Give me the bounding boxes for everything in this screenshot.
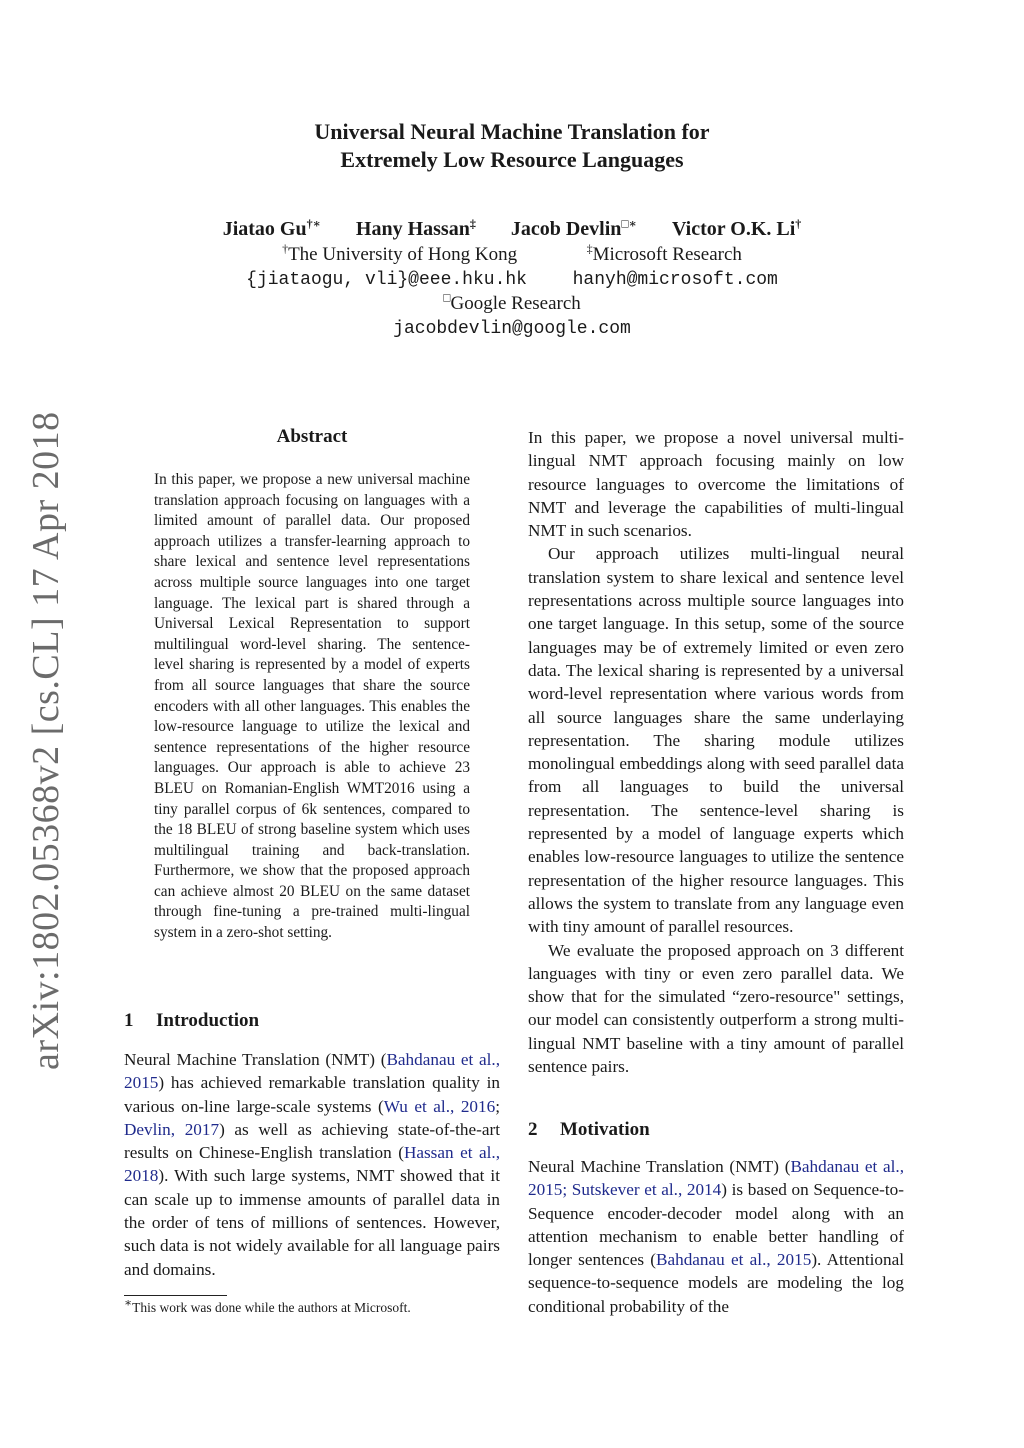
- email-line: [0, 270, 1024, 290]
- paper-title: [0, 118, 1024, 174]
- section-number: 1: [124, 1010, 134, 1031]
- citation-link[interactable]: Bahdanau et al., 2015; Sutskever et al., 2014: [528, 1157, 904, 1200]
- affiliation-line: [0, 241, 1024, 266]
- title-line-2: Extremely Low Resource Languages: [340, 147, 684, 172]
- paragraph: We evaluate the proposed approach on 3 different languages with tiny or even zero parallel data. We show that for the simulated “zero-resource" settings, our model can consistently outperform a strong multi-lingual NMT baseline with a tiny amount of parallel sentence pairs.: [528, 940, 904, 1077]
- arxiv-identifier: arXiv:1802.05368v2 [cs.CL] 17 Apr 2018: [25, 411, 67, 1070]
- email-microsoft: hanyh@microsoft.com: [572, 270, 778, 290]
- author: Hany Hassan‡: [355, 216, 476, 240]
- citation-link[interactable]: Bahdanau et al., 2015: [124, 1050, 500, 1093]
- motivation-paragraph: Neural Machine Translation (NMT) (Bahdanau et al., 2015; Sutskever et al., 2014) is based on Sequence-to-Sequence encoder-decoder model along with an attention mechanism to enable better handling of longer sentences (Bahdanau et al., 2015). Attentional sequence-to-sequence models are modeling the log conditional probability of the: [528, 1157, 904, 1316]
- citation-link[interactable]: Bahdanau et al., 2015: [656, 1250, 812, 1270]
- right-column: [528, 426, 904, 1078]
- affiliation-google: □Google Research: [443, 290, 581, 314]
- section-number: 2: [528, 1119, 538, 1140]
- email-google: jacobdevlin@google.com: [393, 319, 631, 339]
- author: Jiatao Gu†∗: [222, 216, 321, 240]
- paragraph: Our approach utilizes multi-lingual neural translation system to share lexical and sentence level representations across multiple source languages into one target language. In this setup, some of the source languages may be of extremely limited or even zero data. The lexical sharing is represented by a universal word-level representation where various words from all source languages share the same underlaying representation. The sharing module utilizes monolingual embeddings along with seed parallel data from all languages to build the universal representation. The sentence-level sharing is represented by a model of language experts which enables low-resource languages to utilize the sentence representation of the higher resource languages. This allows the system to translate from any language even with tiny amount of parallel resources.: [528, 544, 904, 937]
- citation-link[interactable]: Wu et al., 2016: [383, 1096, 496, 1116]
- author: Victor O.K. Li†: [671, 216, 802, 240]
- paragraph: In this paper, we propose a novel universal multi-lingual NMT approach focusing mainly on low resource languages to overcome the limitations of NMT and leverage the capabilities of multi-lingual NMT in such scenarios.: [528, 428, 904, 541]
- citation-link[interactable]: Hassan et al., 2018: [124, 1143, 500, 1186]
- affiliation-hku: †The University of Hong Kong: [282, 241, 518, 265]
- footnote: ∗This work was done while the authors at Microsoft.: [124, 1295, 411, 1315]
- abstract-text: In this paper, we propose a new universal machine translation approach focusing on languages with a limited amount of parallel data. Our proposed approach utilizes a transfer-learning approach to share lexical and sentence level representations across multiple source languages into one target language. The lexical part is shared through a Universal Lexical Representation to support multilingual word-level sharing. The sentence-level sharing is represented by a model of experts from all source languages that share the source encoders with all other languages. This enables the low-resource language to utilize the lexical and sentence representations of the higher resource languages. Our approach is able to achieve 23 BLEU on Romanian-English WMT2016 using a tiny parallel corpus of 6k sentences, compared to the 18 BLEU of strong baseline system which uses multilingual training and back-translation. Furthermore, we show that the proposed approach can achieve almost 20 BLEU on the same dataset through fine-tuning a pre-trained multi-lingual system in a zero-shot setting.: [154, 471, 470, 942]
- author-list: [0, 218, 1024, 241]
- section-title: Motivation: [560, 1119, 650, 1140]
- section-title: Introduction: [156, 1010, 260, 1031]
- citation-link[interactable]: Devlin, 2017: [124, 1119, 220, 1139]
- introduction-paragraph: Neural Machine Translation (NMT) (Bahdanau et al., 2015) has achieved remarkable translation quality in various on-line large-scale systems (Wu et al., 2016; Devlin, 2017) as well as achieving state-of-the-art results on Chinese-English translation (Hassan et al., 2018). With such large systems, NMT showed that it can scale up to immense amounts of parallel data in the order of tens of millions of sentences. However, such data is not widely available for all language pairs and domains.: [124, 1050, 501, 1279]
- abstract-heading: Abstract: [276, 426, 348, 447]
- footnote-rule: [124, 1295, 227, 1296]
- title-line-1: Universal Neural Machine Translation for: [314, 119, 710, 144]
- affiliation-microsoft: ‡Microsoft Research: [586, 241, 742, 265]
- author: Jacob Devlin□∗: [510, 216, 637, 240]
- email-hku: {jiataogu, vli}@eee.hku.hk: [246, 270, 527, 290]
- section-heading-introduction: [124, 1010, 259, 1032]
- section-heading-motivation: [528, 1119, 650, 1141]
